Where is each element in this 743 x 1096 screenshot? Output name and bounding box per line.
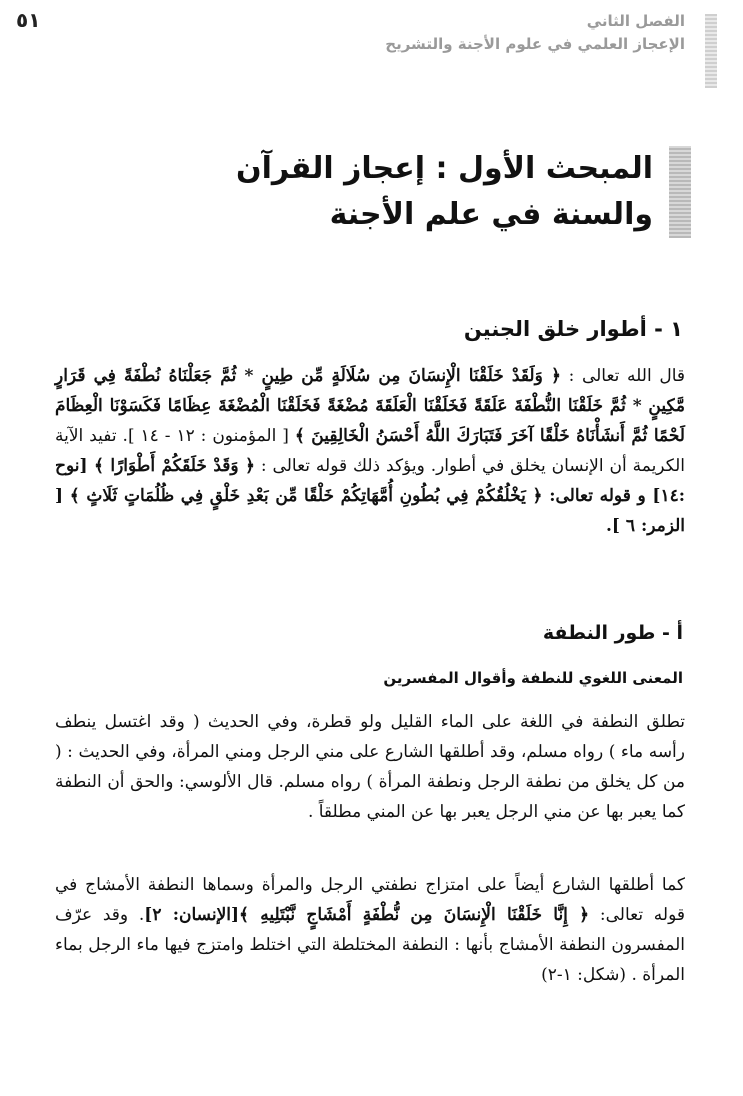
- verse-reference-2: [نوح :١٤]: [55, 456, 686, 506]
- paragraph1-text2: و قوله تعالى:: [542, 486, 646, 506]
- paragraph1-text1: تفيد الآية الكريمة أن الإنسان يخلق في أطوار. ويؤكد ذلك قوله تعالى :: [55, 426, 685, 476]
- verse-reference-4: [الإنسان: ٢]: [144, 905, 240, 925]
- page-number: ٥١: [16, 8, 41, 32]
- chapter-title-line1: المبحث الأول : إعجاز القرآن: [236, 151, 653, 186]
- paragraph3-text1: كما أطلقها الشارع أيضاً على امتزاج نطفتي الرجل والمرأة وسماها النطفة الأمشاج في قوله تعالى:: [55, 875, 685, 925]
- quran-verse-2: ﴿ وَقَدْ خَلَقَكُمْ أَطْوَارًا ﴾: [93, 456, 255, 476]
- paragraph3-text2: . وقد عرّف المفسرون النطفة الأمشاج بأنها : النطفة المختلطة التي اختلط وامتزج فيها ماء الرجل بماء المرأة . (شكل: ١-٢): [55, 905, 685, 985]
- chapter-title-line2: والسنة في علم الأجنة: [329, 197, 653, 232]
- running-header: [377, 10, 685, 56]
- title-accent-bar: [669, 146, 691, 238]
- verse-reference-3: [ الزمر: ٦ ].: [55, 486, 685, 536]
- running-header-subtitle: الإعجاز العلمي في علوم الأجنة والتشريح: [385, 35, 685, 53]
- running-header-bar: [705, 14, 717, 88]
- paragraph-amshaj: [55, 870, 685, 990]
- paragraph-stages: [55, 361, 685, 541]
- paragraph1-intro: قال الله تعالى :: [560, 366, 685, 386]
- subsection-heading: أ - طور النطفة: [542, 622, 683, 644]
- chapter-title-block: [51, 146, 691, 238]
- section-heading: ١ - أطوار خلق الجنين: [463, 317, 683, 341]
- chapter-title: [51, 146, 691, 238]
- subsubsection-heading: المعنى اللغوي للنطفة وأقوال المفسرين: [383, 669, 683, 687]
- paragraph-nutfa-definition: تطلق النطفة في اللغة على الماء القليل ولو قطرة، وفي الحديث ( وقد اغتسل ينطف رأسه ماء ) رواه مسلم، وقد أطلقها الشارع على مني الرجل ومني المرأة، وفي الحديث : ( من كل يخلق من نطفة الرجل ونطفة المرأة ) رواه مسلم. قال الألوسي: والحق أن النطفة كما يعبر بها عن مني الرجل يعبر بها عن المني مطلقاً .: [55, 712, 685, 822]
- running-header-chapter: الفصل الثاني: [586, 12, 685, 30]
- verse-reference-1: [ المؤمنون : ١٢ - ١٤ ].: [116, 426, 295, 446]
- quran-verse-4: ﴿ إِنَّا خَلَقْنَا الْإِنسَانَ مِن نُّطْفَةٍ أَمْشَاجٍ نَّبْتَلِيهِ ﴾: [239, 905, 590, 925]
- quran-verse-3: ﴿ يَخْلُقُكُمْ فِي بُطُونِ أُمَّهَاتِكُمْ خَلْقًا مِّن بَعْدِ خَلْقٍ فِي ظُلُمَاتٍ ثَلَاثٍ ﴾: [69, 486, 543, 506]
- quran-verse-1: ﴿ وَلَقَدْ خَلَقْنَا الْإِنسَانَ مِن سُلَالَةٍ مِّن طِينٍ * ثُمَّ جَعَلْنَاهُ نُطْفَةً فِي قَرَارٍ مَّكِينٍ * ثُمَّ خَلَقْنَا النُّطْفَةَ عَلَقَةً فَخَلَقْنَا الْعَلَقَةَ مُضْغَةً فَخَلَقْنَا الْمُضْغَةَ عِظَامًا فَكَسَوْنَا الْعِظَامَ لَحْمًا ثُمَّ أَنشَأْنَاهُ خَلْقًا آخَرَ فَتَبَارَكَ اللَّهُ أَحْسَنُ الْخَالِقِينَ ﴾: [55, 366, 685, 446]
